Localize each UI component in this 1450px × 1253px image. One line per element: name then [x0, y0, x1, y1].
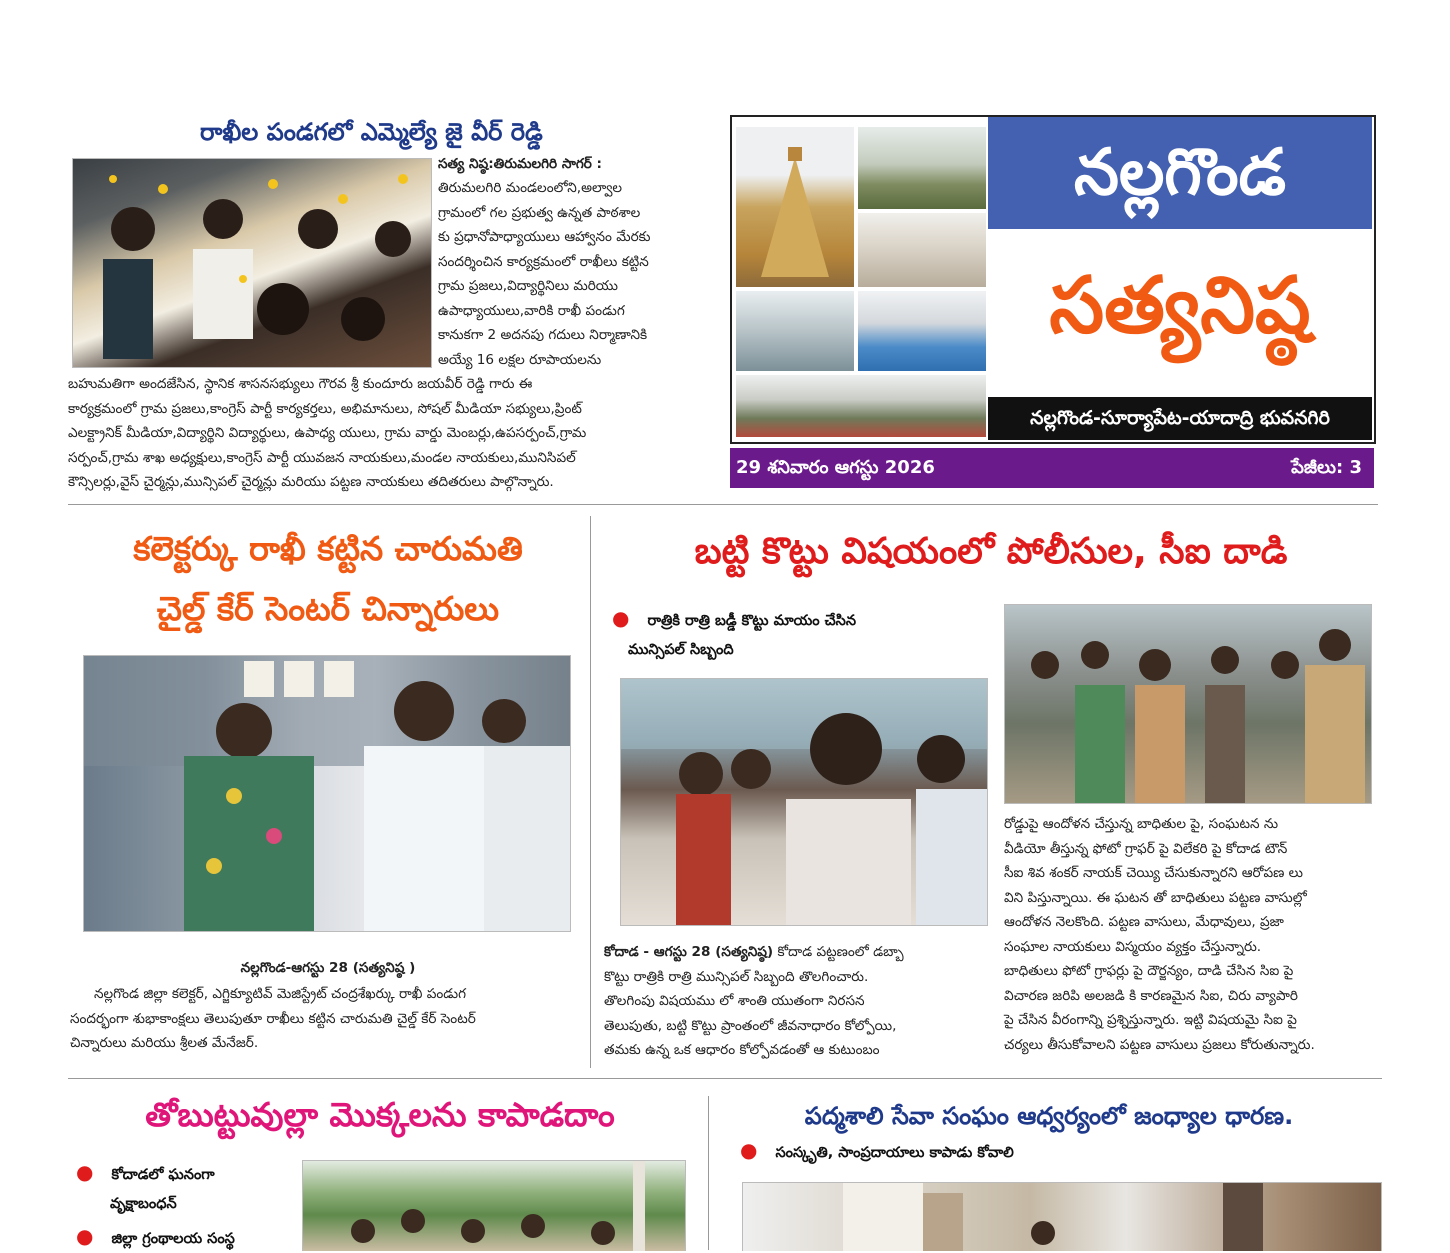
body-rakhi-mla-full: [68, 372, 704, 495]
text-line: తొలగింపు విషయము లో శాంతి యుతంగా నిరసన: [604, 993, 865, 1009]
bullet-text: వృక్షాబంధన్: [110, 1196, 177, 1212]
text-line: విని పిస్తున్నాయి. ఈ ఘటన తో బాధితులు పట్టణ వాసుల్లో: [1004, 889, 1307, 906]
divider: [68, 1078, 1382, 1079]
photo-mla-rakhi: [72, 158, 432, 368]
bullet-dot-icon: ●: [76, 1224, 94, 1248]
text-line: సందర్శించిన కార్యక్రమంలో రాఖీలు కట్టిన: [438, 253, 649, 270]
bullet-trees-1: [76, 1158, 215, 1189]
masthead-title-top: నల్లగొండ: [1074, 136, 1286, 210]
text-line: తిరుమలగిరి మండలంలోని,అల్వాల: [438, 180, 623, 196]
headline-padmashali: పద్మశాలి సేవా సంఘం ఆధ్వర్యంలో జంధ్యాల ధారణ.: [804, 1102, 1294, 1130]
text-line: గ్రామ ప్రజలు,విద్యార్థినిలు మరియు: [438, 278, 618, 294]
divider: [590, 516, 591, 1068]
collage-statue-crowd: [736, 375, 986, 437]
issue-date: 29 శనివారం ఆగస్టు 2026: [736, 457, 935, 478]
dateline-collector: నల్లగొండ-ఆగస్టు 28 (సత్యనిష్ఠ ): [240, 960, 416, 976]
bullet-text: జిల్లా గ్రంథాలయ సంస్థ: [111, 1231, 235, 1247]
photo-tree-rakhi: [302, 1160, 686, 1251]
text-line: కొట్టు రాత్రికి రాత్రి మున్సిపల్ సిబ్బంది తొలగించారు.: [604, 968, 869, 985]
bullet-police-2: [628, 636, 734, 664]
body-rakhi-mla-right: [438, 176, 700, 372]
photo-collector-rakhi: [83, 655, 571, 932]
text-line: కు ప్రధానోపాధ్యాయులు ఆహ్వానం మేరకు: [438, 229, 651, 245]
collage-temple-domes: [858, 291, 986, 371]
photo-police-crowd: [1004, 604, 1372, 804]
bullet-text: రాత్రికి రాత్రి బడ్డీ కొట్టు మాయం చేసిన: [647, 613, 857, 629]
text-line: సందర్భంగా శుభాకాంక్షలు తెలుపుతూ రాఖీలు కట్టిన చారుమతి చైల్డ్ కేర్ సెంటర్: [70, 1010, 476, 1027]
text-line: [604, 940, 982, 965]
text-line: తెలుపుతు, బట్టి కొట్టు ప్రాంతంలో జీవనాధారం కోల్పోయి,: [604, 1017, 897, 1034]
text-line: కోదాడ పట్టణంలో డబ్బా: [777, 944, 904, 960]
text-line: కానుకగా 2 అదనపు గదులు నిర్మాణానికి: [438, 327, 648, 343]
text-line: సీఐ శివ శంకర్ నాయక్ చెయ్యి చేసుకున్నారని ఆరోపణ లు: [1004, 865, 1304, 881]
masthead-regions: నల్లగొండ-సూర్యాపేట-యాదాద్రి భువనగిరి: [1030, 407, 1330, 429]
text-line: రోడ్డుపై ఆందోళన చేస్తున్న బాధితుల పై, సంఘటన ను: [1004, 816, 1279, 832]
text-line: గ్రామంలో గల ప్రభుత్వ ఉన్నత పాఠశాల: [438, 204, 641, 221]
divider: [708, 1096, 709, 1250]
text-line: విచారణ జరిపి అలజడి కి కారణమైన సిఐ, చిరు వ్యాపారి: [1004, 987, 1298, 1004]
dateline-police: కోదాడ - ఆగస్టు 28 (సత్యనిష్ఠ): [604, 944, 774, 960]
text-line: ఆందోళన నెలకొంది. పట్టణ వాసులు, మేధావులు, ప్రజా: [1004, 914, 1284, 930]
bullet-dot-icon: ●: [612, 606, 630, 630]
text-line: చిన్నారులు మరియు శ్రీలత మేనేజర్.: [70, 1035, 259, 1051]
collage-fort: [858, 127, 986, 209]
bullet-text: కోదాడలో ఘనంగా: [111, 1167, 215, 1183]
bullet-dot-icon: ●: [76, 1160, 94, 1184]
text-line: ఉపాధ్యాయులు,వారికి రాఖీ పండుగ: [438, 302, 625, 319]
text-line: కార్యక్రమంలో గ్రామ ప్రజలు,కాంగ్రెస్ పార్టీ కార్యకర్తలు, అభిమానులు, సోషల్ మీడియా సభ్యులు,ప్రింట్: [68, 400, 582, 417]
collage-dam: [736, 291, 854, 371]
headline-collector-1: కలెక్టర్కు రాఖీ కట్టిన చారుమతి: [133, 529, 523, 568]
text-line: బాధితులు ఫోటో గ్రాఫర్లు పై దౌర్జన్యం, దాడి చేసిన సిఐ పై: [1004, 963, 1294, 979]
bullet-text: సంస్కృతి, సాంప్రదాయాలు కాపాడు కోవాలి: [775, 1145, 1014, 1161]
text-line: వీడియో తీస్తున్న ఫోటో గ్రాఫర్ పై విలేకరి పై కోదాడ టౌన్: [1004, 840, 1288, 857]
body-police-mid: [604, 940, 982, 1063]
headline-police: బట్టి కొట్టు విషయంలో పోలీసుల, సీఐ దాడి: [694, 531, 1288, 572]
text-line: బహుమతిగా అందజేసిన, స్థానిక శాసనసభ్యులు గౌరవ శ్రీ కుందూరు జయవీర్ రెడ్డి గారు ఈ: [68, 376, 533, 392]
collage-shrine: [858, 213, 986, 287]
bullet-police-1: [612, 604, 856, 635]
text-line: ఎలక్ట్రానిక్ మీడియా,విద్యార్థిని విద్యార్థులు, ఉపాధ్య యులు, గ్రామ వార్డు మెంబర్లు,ఉపసర్పంచ్,గ్రామ: [68, 425, 587, 441]
collage-temple-gopuram: [736, 127, 854, 287]
bullet-trees-3: [76, 1222, 235, 1253]
bullet-dot-icon: ●: [740, 1138, 758, 1162]
body-collector: [70, 982, 580, 1056]
photo-vendor: [620, 678, 988, 926]
headline-collector-2: చైల్డ్ కేర్ సెంటర్ చిన్నారులు: [156, 589, 500, 628]
photo-padmashali: [742, 1182, 1382, 1251]
text-line: సంఘాల నాయకులు విస్మయం వ్యక్తం చేస్తున్నారు.: [1004, 938, 1262, 955]
text-line: అయ్యే 16 లక్షల రూపాయలను: [438, 351, 602, 368]
masthead-title-main: సత్యనిష్ఠ: [1049, 261, 1311, 351]
page-number: పేజీలు: 3: [1291, 457, 1362, 478]
text-line: తమకు ఉన్న ఒక ఆధారం కోల్పోవడంతో ఆ కుటుంబం: [604, 1042, 880, 1058]
masthead: [730, 115, 1376, 444]
dateline-rakhi-mla: సత్య నిష్ఠ:తిరుమలగిరి సాగర్ :: [438, 156, 602, 172]
bullet-padmashali-1: [740, 1136, 1014, 1167]
headline-rakhi-mla: రాఖీల పండగలో ఎమ్మెల్యే జై వీర్ రెడ్డి: [200, 118, 543, 146]
bullet-trees-2: [110, 1190, 177, 1218]
text-line: నల్లగొండ జిల్లా కలెక్టర్, ఎగ్జిక్యూటివ్ మెజిస్ట్రేట్ చంద్రశేఖర్కు రాఖీ పండుగ: [94, 986, 466, 1002]
text-line: పై చేసిన వీరంగాన్ని ప్రశ్నిస్తున్నారు. ఇట్టి విషయమై సిఐ పై: [1004, 1012, 1297, 1028]
text-line: చర్యలు తీసుకోవాలని పట్టణ వాసులు ప్రజలు కోరుతున్నారు.: [1004, 1036, 1315, 1053]
divider: [68, 504, 1378, 505]
body-police-right: [1004, 812, 1382, 1057]
text-line: కౌన్సిలర్లు,వైస్ చైర్మన్లు,మున్సిపల్ చైర్మన్లు మరియు పట్టణ నాయకులు తదితరులు పాల్గొన్నారు.: [68, 474, 554, 490]
headline-trees: తోబుట్టువుల్లా మొక్కలను కాపాడదాం: [145, 1095, 615, 1134]
text-line: సర్పంచ్,గ్రామ శాఖ అధ్యక్షులు,కాంగ్రెస్ పార్టీ యువజన నాయకులు,మండల నాయకులు,మునిసిపల్: [68, 449, 576, 466]
bullet-text: మున్సిపల్ సిబ్బంది: [628, 642, 734, 658]
